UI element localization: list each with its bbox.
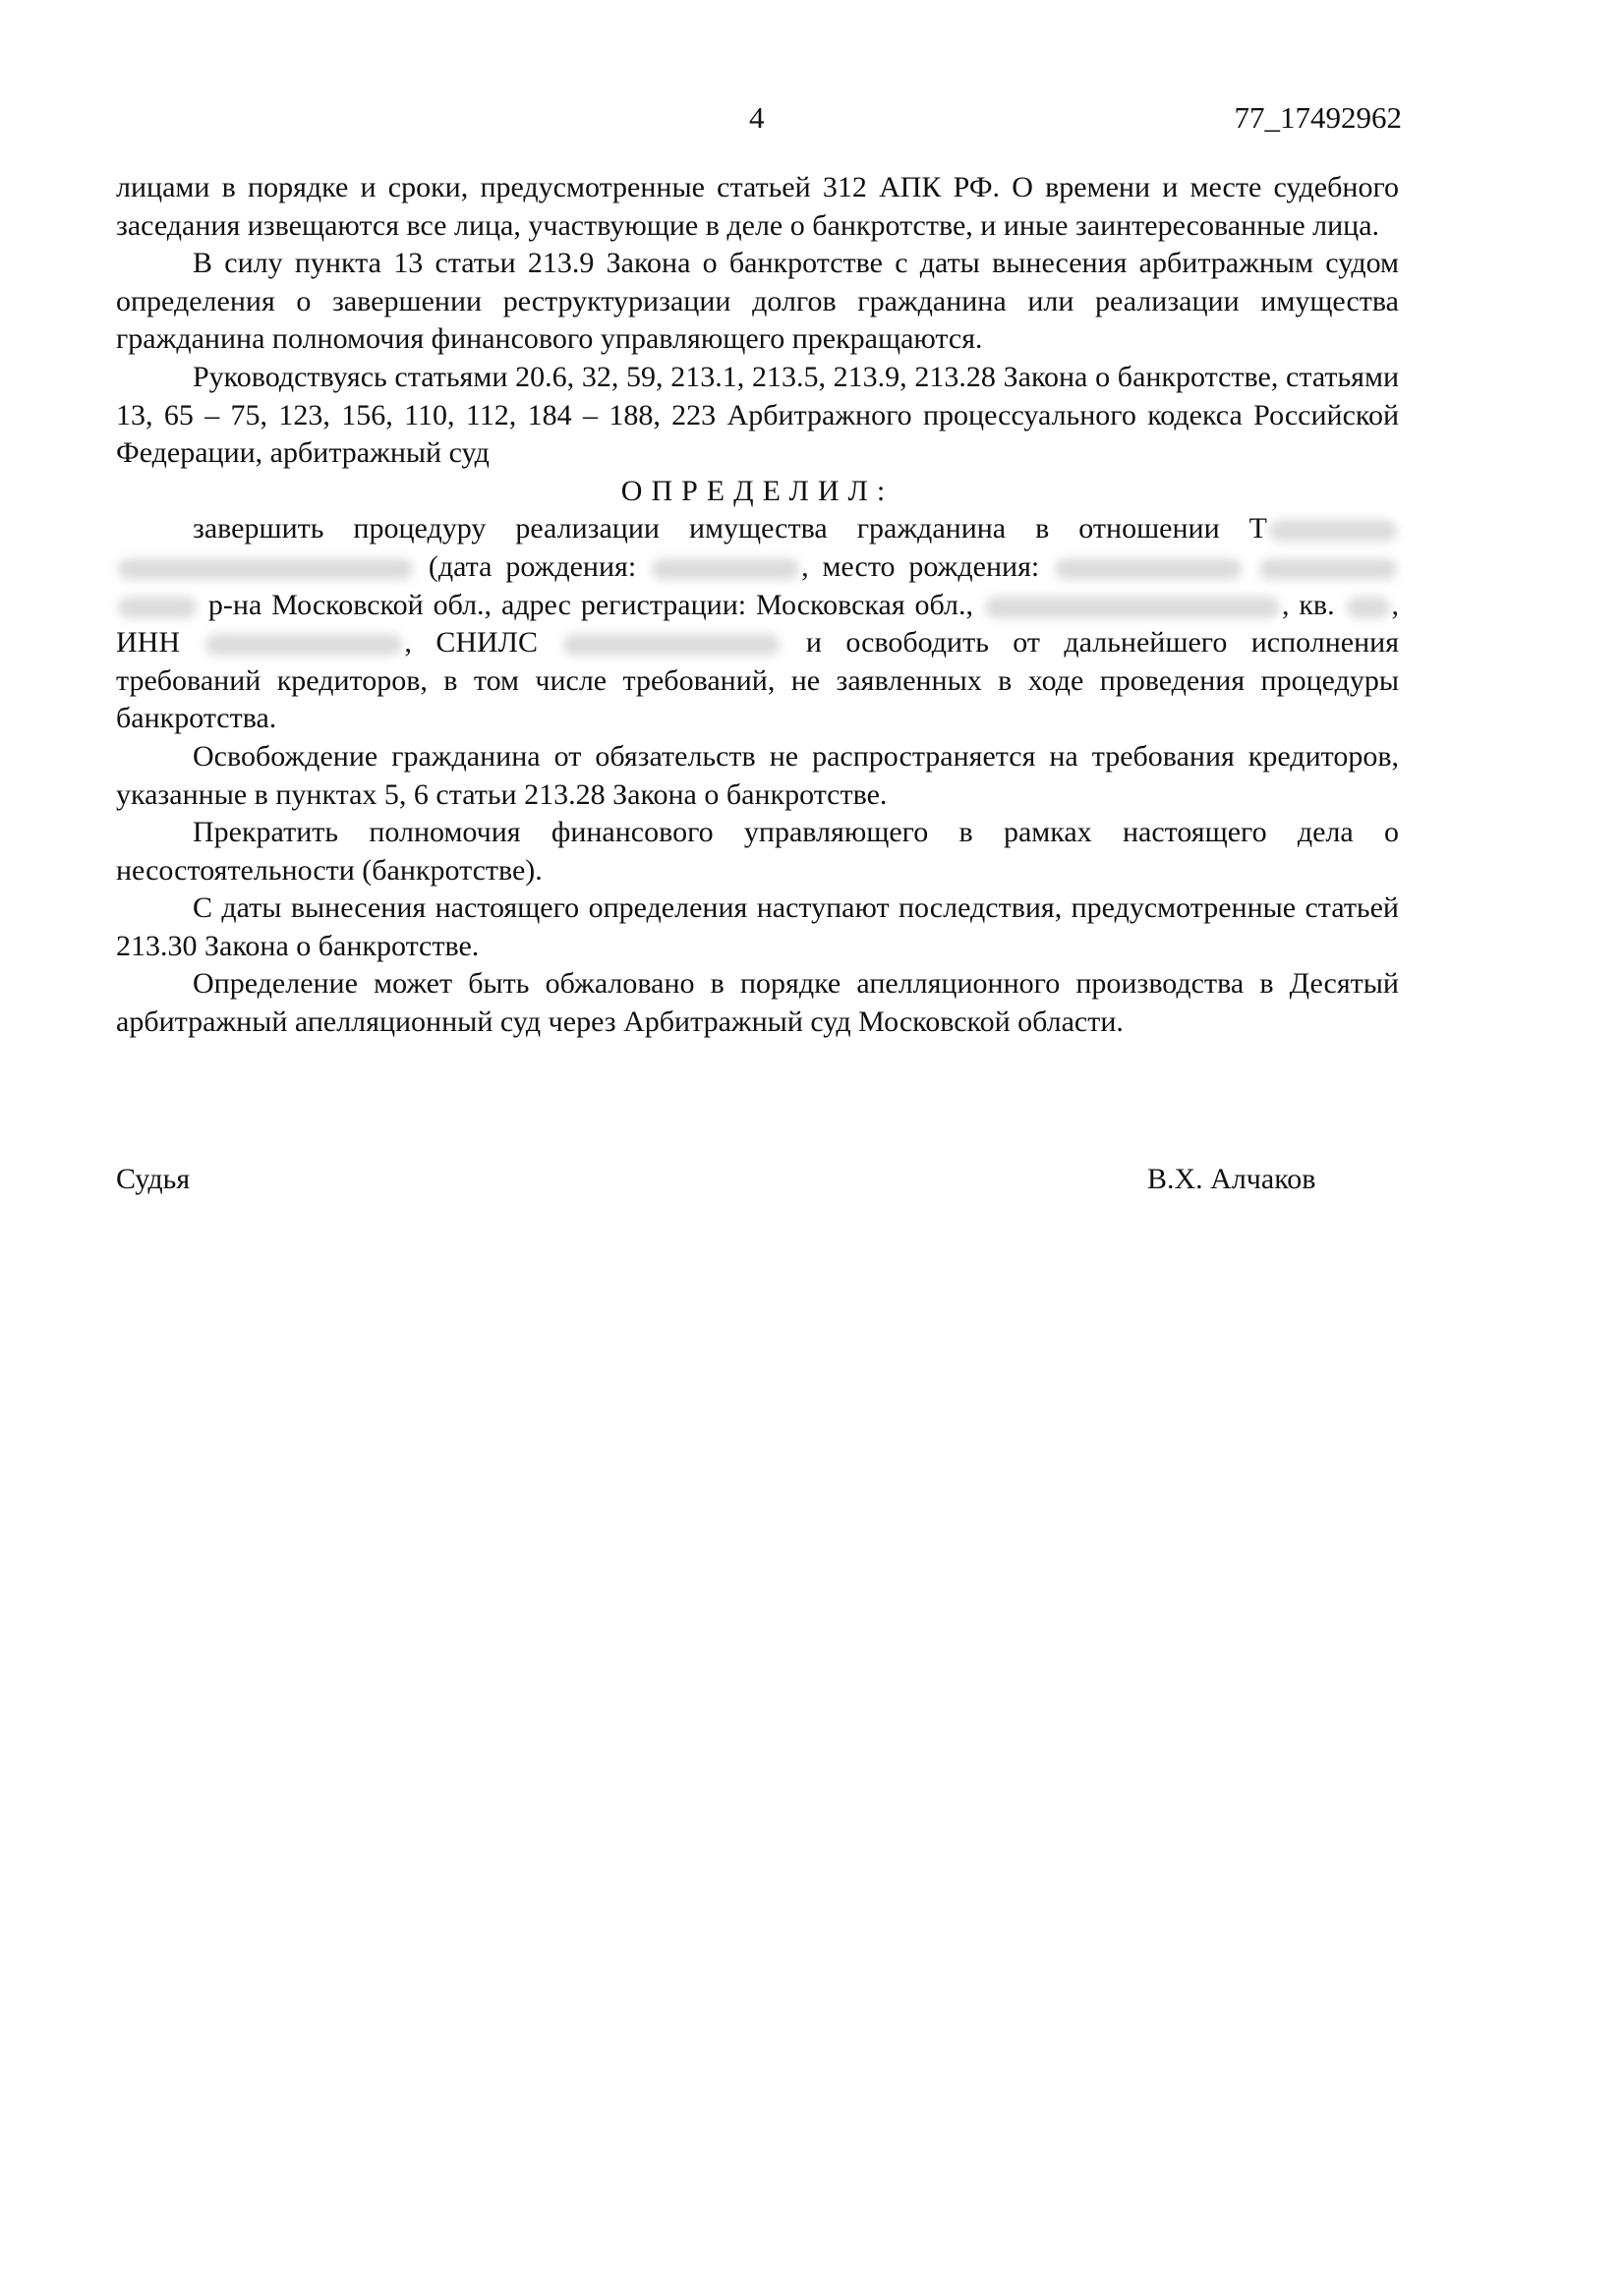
ruling-text-part: р-на Московской обл., адрес регистрации: Московская обл.,: [207, 588, 974, 621]
redacted-name: [1269, 520, 1397, 542]
redacted-birth-place: [1259, 558, 1397, 580]
ruling-text-part: завершить процедуру реализации имущества гражданина в отношении Т: [193, 512, 1267, 545]
ruling-text-part: , СНИЛС: [404, 626, 539, 660]
redacted-apartment: [1347, 597, 1390, 618]
ruling-text-part: (дата рождения:: [428, 549, 637, 583]
paragraph-consequences: С даты вынесения настоящего определения наступают последствия, предусмотренные статьей 213.30 Закона о банкротстве.: [116, 891, 1399, 962]
redacted-birth-place: [118, 597, 197, 618]
paragraph-ruling-main: [116, 510, 1399, 738]
paragraph-notification: лицами в порядке и сроки, предусмотренные статьей 312 АПК РФ. О времени и месте судебного заседания извещаются все лица, участвующие в деле о банкротстве, и иные заинтересованные лица.: [116, 171, 1399, 242]
paragraph-appeal: Определение может быть обжаловано в порядке апелляционного производства в Десятый арбитражный апелляционный суд через Арбитражный суд Московской области.: [116, 967, 1399, 1039]
ruling-text-part: , ИНН: [116, 588, 1400, 660]
paragraph-law-reference: В силу пункта 13 статьи 213.9 Закона о банкротстве с даты вынесения арбитражным судом определения о завершении реструктуризации долгов гражданина или реализации имущества гражданина полномочия финансового управляющего прекращаются.: [116, 247, 1399, 356]
paragraph-terminate-powers: Прекратить полномочия финансового управляющего в рамках настоящего дела о несостоятельности (банкротстве).: [116, 816, 1399, 887]
document-id: 77_17492962: [1234, 100, 1402, 135]
signature-role: Судья: [116, 1163, 191, 1195]
ruling-heading: ОПРЕДЕЛИЛ:: [620, 474, 895, 507]
redacted-address: [985, 597, 1280, 618]
redacted-birth-date: [652, 558, 799, 580]
redacted-birth-place: [1055, 558, 1242, 580]
signature-name: В.Х. Алчаков: [1147, 1163, 1316, 1195]
document-body: [116, 169, 1399, 1042]
paragraph-exemption: Освобождение гражданина от обязательств не распространяется на требования кредиторов, указанные в пунктах 5, 6 статьи 213.28 Закона о банкротстве.: [116, 739, 1399, 811]
page-number: 4: [749, 100, 765, 135]
ruling-text-part: и освободить от дальнейшего исполнения требований кредиторов, в том числе требований, не заявленных в ходе проведения процедуры банкротства.: [116, 626, 1400, 735]
ruling-text-part: , кв.: [1281, 588, 1335, 621]
ruling-text-part: , место рождения:: [801, 549, 1040, 583]
redacted-snils: [563, 634, 780, 656]
paragraph-guided-by: Руководствуясь статьями 20.6, 32, 59, 213.1, 213.5, 213.9, 213.28 Закона о банкротстве, статьями 13, 65 – 75, 123, 156, 110, 112, 184 – 188, 223 Арбитражного процессуального кодекса Российской Федерации, арбитражный суд: [116, 360, 1399, 470]
redacted-name: [118, 558, 413, 580]
redacted-inn: [205, 634, 402, 656]
